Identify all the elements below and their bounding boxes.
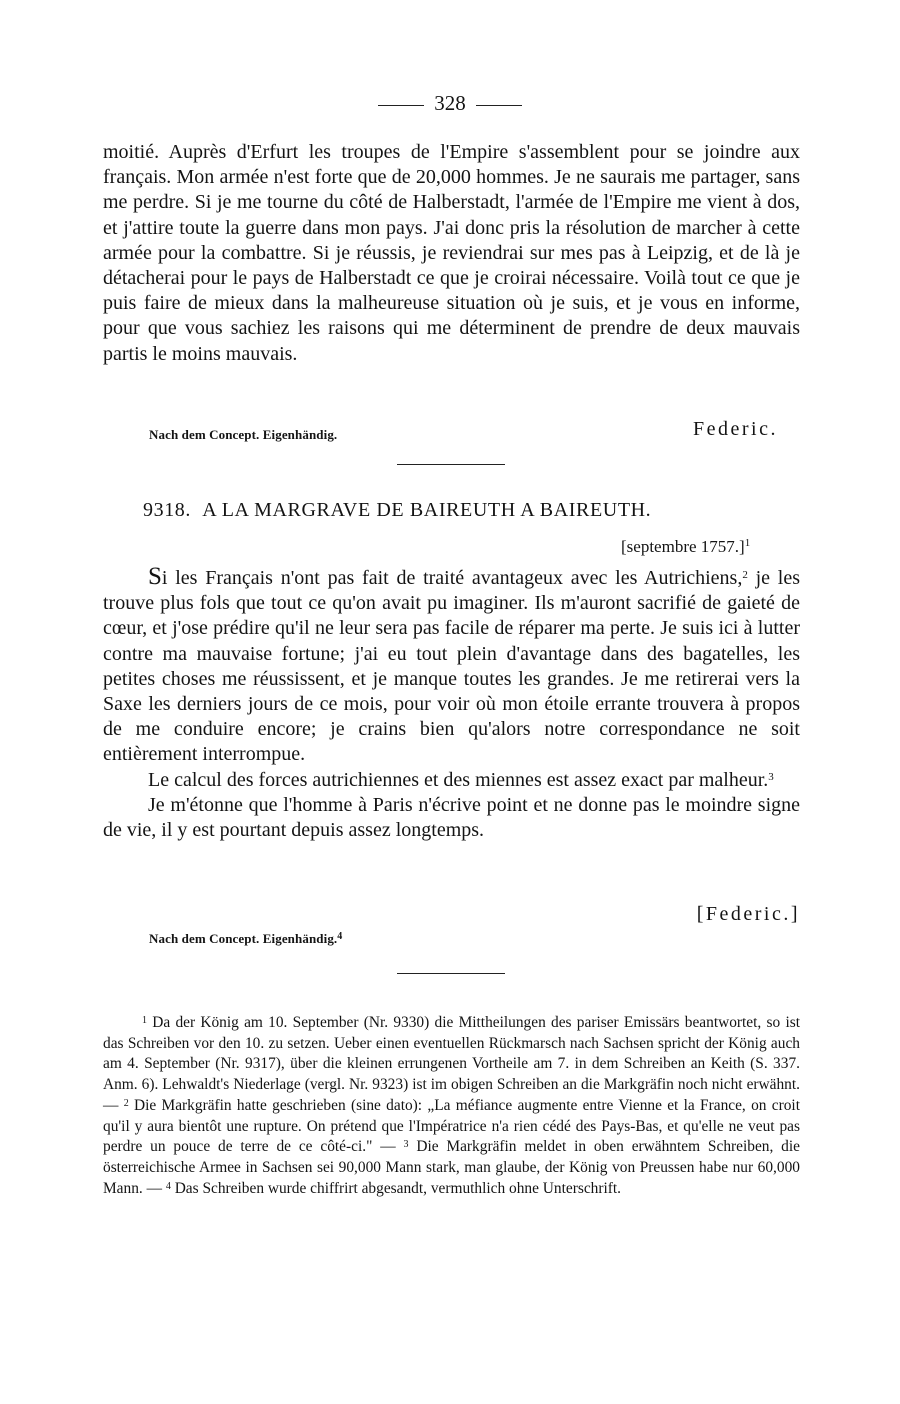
footnote-mark-2: 2 [123,1097,129,1109]
footnote-divider [397,973,505,974]
footnote-text-4: Das Schreiben wurde chiffrirt abgesandt, vermuthlich ohne Unterschrift. [170,1179,622,1197]
footnote-block [103,1013,800,1199]
letter-paragraph-3: Je m'étonne que l'homme à Paris n'écrive point et ne donne pas le moindre signe de vie, il y est pourtant depuis assez longtemps. [103,793,800,842]
letter-heading [143,497,651,523]
letter-paragraph-2 [103,768,800,793]
previous-letter-signature-line [103,418,800,444]
letter-body [103,564,800,843]
paragraph-2-text: Le calcul des forces autrichiennes et des miennes est assez exact par malheur. [148,768,769,791]
page-header [0,88,900,118]
previous-letter-source-note: Nach dem Concept. Eigenhändig. [149,427,338,442]
drop-cap: S [148,563,162,590]
header-dash-right [476,105,522,106]
page-number: 328 [434,91,466,115]
header-dash-left [378,105,424,106]
letter-source-note-text: Nach dem Concept. Eigenhändig. [149,931,338,946]
footnote-ref-3: 3 [768,770,774,783]
letter-date [621,536,750,558]
footnote-text-1: Da der König am 10. September (Nr. 9330) die Mittheilungen des pariser Emissärs beantwortet, so ist das Schreiben vor den 10. zu setzen. Ueber einen eventuellen Rückmarsch nach Sachsen spricht der König auch am 4. September (Nr. 9317), über die kleinen errungenen Vortheile am 7. in dem Schreiben an Keith (S. 337. Anm. 6). Lehwaldt's Niederlage (vergl. Nr. 9323) ist im obigen Schreiben an die Markgräfin noch nicht erwähnt. — [103,1014,800,1114]
letter-date-text: [septembre 1757.] [621,537,745,556]
paragraph-1-text-a: i les Français n'ont pas fait de traité avantageux avec les Autrichiens, [161,567,743,589]
letter-signature-line [103,903,800,946]
footnote-mark-3: 3 [403,1139,409,1151]
footnote-text-2: Die Markgräfin hatte geschrieben (sine dato): „La méfiance augmente entre Vienne et la France, on croit qu'il y aura bientôt une rupture. On prétend que l'Impératrice n'a rien cédé des Pays-Bas, et qu'elle ne veut pas perdre un pouce de terre de ce côté-ci." — [103,1096,800,1156]
footnotes [103,1013,800,1199]
footnote-ref-2: 2 [742,569,748,581]
letter-title: A LA MARGRAVE DE BAIREUTH A BAIREUTH. [202,499,652,521]
footnote-ref-4: 4 [337,931,343,942]
previous-letter-signature: Federic. [693,418,778,440]
footnote-ref-1: 1 [744,537,751,549]
letter-signature: [Federic.] [696,903,800,925]
footnote-text-3: Die Markgräfin meldet in oben erwähntem Schreiben, die österreichische Armee in Sachsen sei 90,000 Mann stark, man glaube, der König von Preussen habe nur 60,000 Mann. — [103,1138,800,1197]
footnote-mark-4: 4 [165,1180,171,1192]
letter-number: 9318. [143,499,191,521]
letter-source-note [149,931,342,947]
letter-paragraph-1 [103,564,800,768]
paragraph-1-text-b: je les trouve plus fols que tout ce qu'on avait pu imaginer. Ils m'auront sacrifié de gaieté de cœur, et j'ose prédire qu'il ne leur sera pas facile de réparer ma perte. Je suis ici à lutter contre ma mauvaise fortune; j'ai eu tout plein d'avantage dans des bagatelles, les petites choses me réussissent, et je manque toutes les grandes. Je me retirerai vers la Saxe les derniers jours de ce mois, pour voir où mon étoile errante trouvera à propos de me conduire encore; je crains bien qu'alors notre correspondance ne soit entièrement interrompue. [103,567,800,766]
previous-letter-paragraph: moitié. Auprès d'Erfurt les troupes de l'Empire s'assemblent pour se joindre aux français. Mon armée n'est forte que de 20,000 hommes. Je ne saurais me partager, sans me perdre. Si je me tourne du côté de Halberstadt, l'armée de l'Empire me vient à dos, et j'attire toute la guerre dans mon pays. J'ai donc pris la résolution de marcher à cette armée pour la combattre. Si je réussis, je reviendrai sur mes pas à Leipzig, et de là je détacherai pour le pays de Halberstadt ce que je croirai nécessaire. Voilà tout ce que je puis faire de mieux dans la malheureuse situation où je suis, et je vous en informe, pour que vous sachiez les raisons qui me déterminent de prendre de deux mauvais partis le moins mauvais. [103,141,800,365]
section-divider [397,464,505,465]
footnote-mark-1: 1 [142,1015,147,1026]
previous-letter-body [103,140,800,367]
